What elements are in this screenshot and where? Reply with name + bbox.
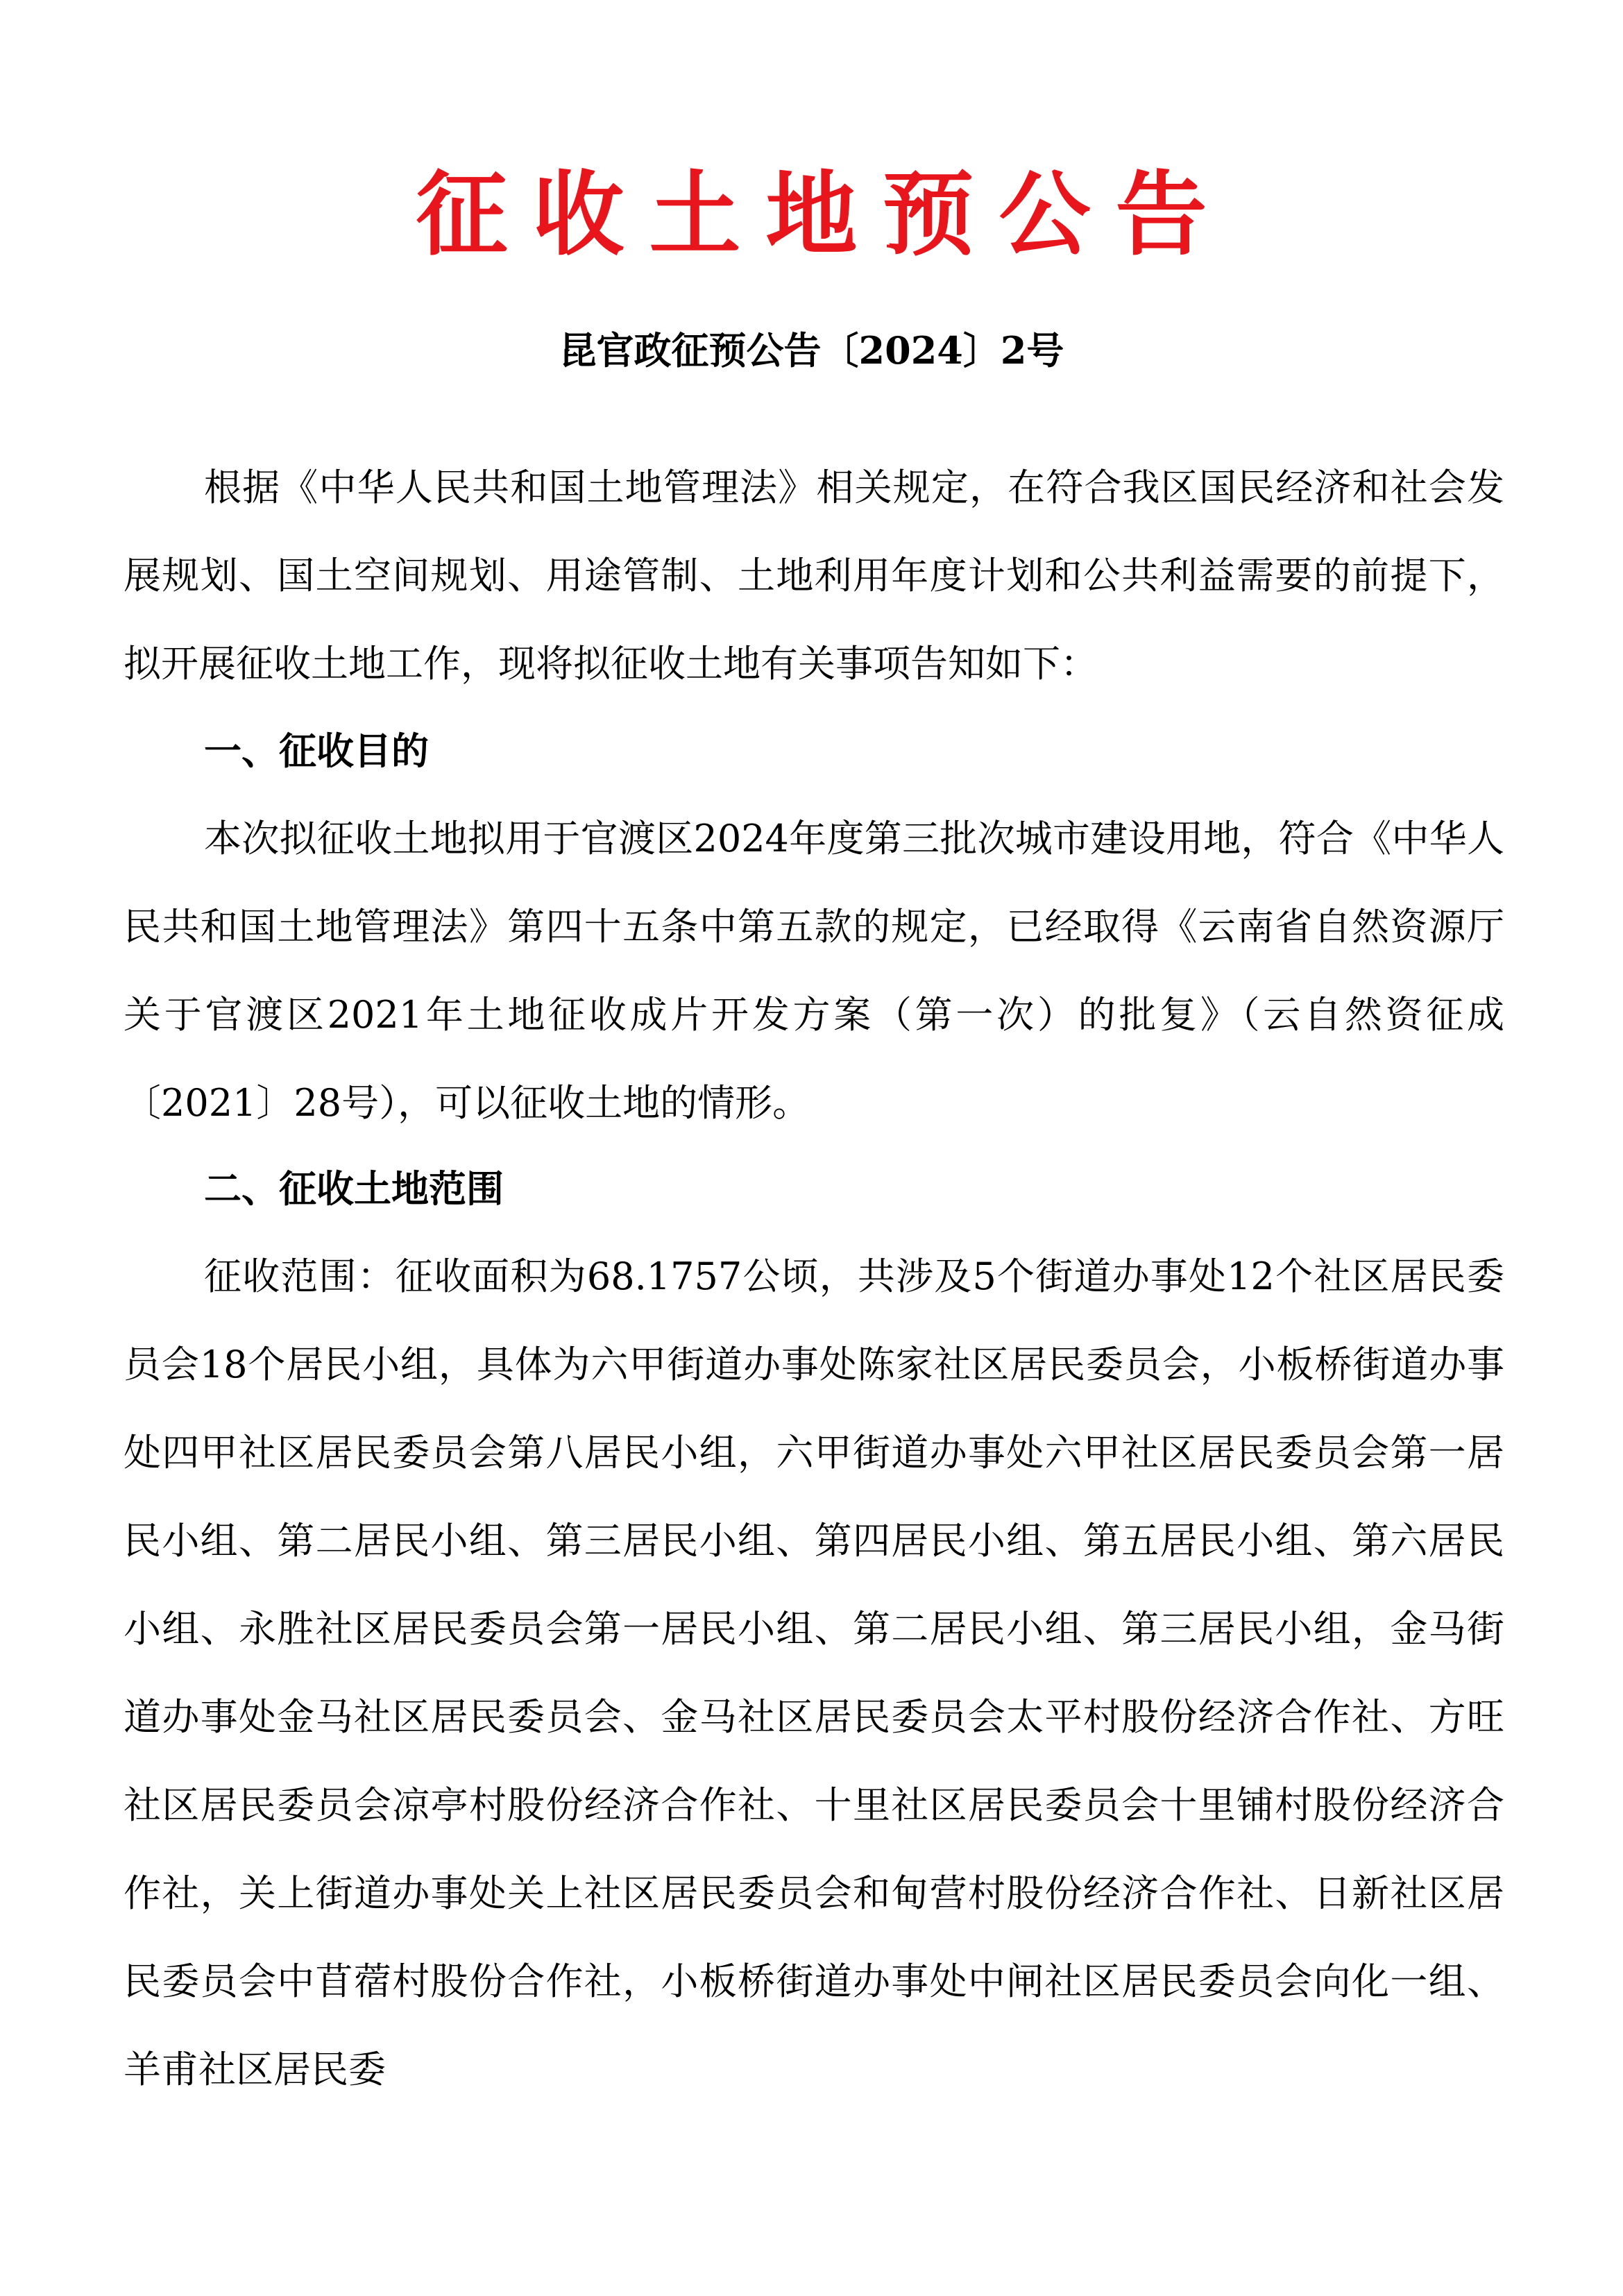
- section-heading-scope: 二、征收土地范围: [204, 1167, 504, 1211]
- section-paragraph-scope: 征收范围：征收面积为68.1757公顷，共涉及5个街道办事处12个社区居民委员会18个居民小组，具体为六甲街道办事处陈家社区居民委员会，小板桥街道办事处四甲社区居民委员会第八居民小组，六甲街道办事处六甲社区居民委员会第一居民小组、第二居民小组、第三居民小组、第四居民小组、第五居民小组、第六居民小组、永胜社区居民委员会第一居民小组、第二居民小组、第三居民小组，金马街道办事处金马社区居民委员会、金马社区居民委员会太平村股份经济合作社、方旺社区居民委员会凉亭村股份经济合作社、十里社区居民委员会十里铺村股份经济合作社，关上街道办事处关上社区居民委员会和甸营村股份经济合作社、日新社区居民委员会中苜蓿村股份合作社，小板桥街道办事处中闸社区居民委员会向化一组、羊甫社区居民委: [124, 1255, 1504, 2091]
- document-title: 征收土地预公告: [416, 161, 1232, 269]
- section-paragraph-purpose: 本次拟征收土地拟用于官渡区2024年度第三批次城市建设用地，符合《中华人民共和国土地管理法》第四十五条中第五款的规定，已经取得《云南省自然资源厅关于官渡区2021年土地征收成片开发方案（第一次）的批复》（云自然资征成〔2021〕28号），可以征收土地的情形。: [124, 817, 1504, 1125]
- section-heading-purpose: 一、征收目的: [204, 729, 429, 773]
- intro-paragraph: 根据《中华人民共和国土地管理法》相关规定，在符合我区国民经济和社会发展规划、国土空间规划、用途管制、土地利用年度计划和公共利益需要的前提下，拟开展征收土地工作，现将拟征收土地有关事项告知如下：: [124, 466, 1504, 686]
- document-number: 昆官政征预公告〔2024〕2号: [559, 328, 1064, 373]
